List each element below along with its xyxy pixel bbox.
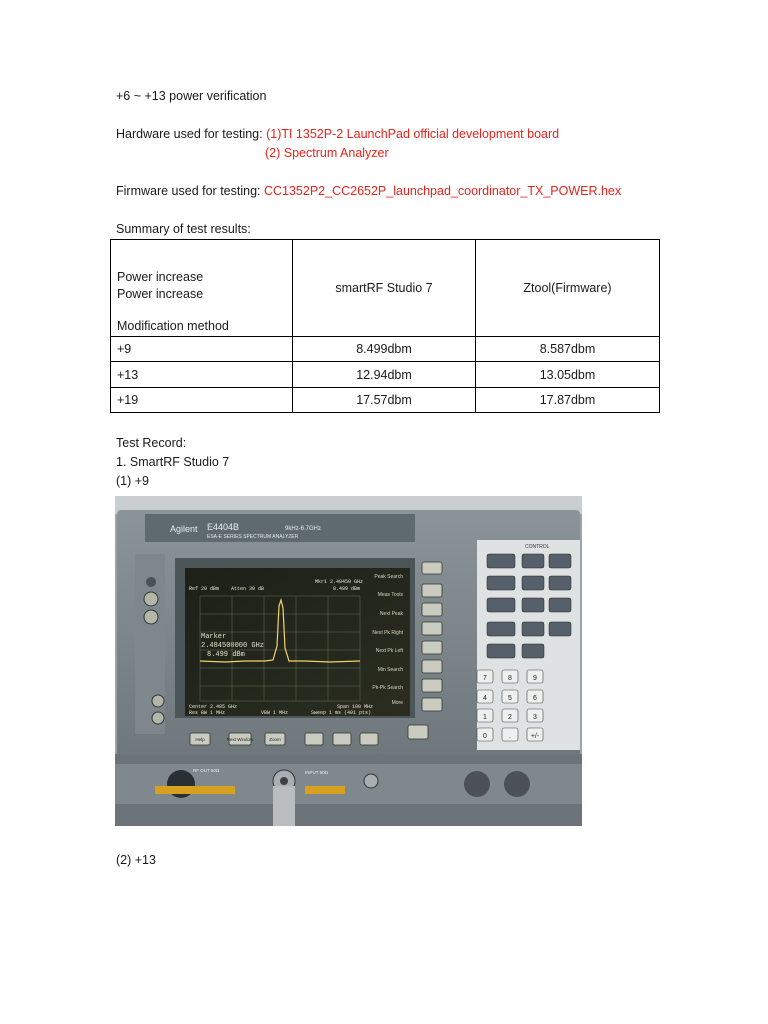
hardware-line [116, 127, 559, 141]
rf-out-label: RF OUT 50Ω [193, 768, 220, 773]
key-4: 4 [483, 695, 487, 702]
table-row [111, 362, 660, 388]
header-left-line-3: Modification method [117, 319, 229, 333]
test-record-label: Test Record: [116, 436, 187, 450]
header-smartrf: smartRF Studio 7 [293, 240, 476, 337]
hardware-label: Hardware used for testing: [116, 127, 267, 141]
header-left-line-2: Power increase [117, 287, 204, 301]
input-label: INPUT 50Ω [305, 770, 329, 775]
subsection-plus9: (1) +9 [116, 474, 150, 488]
header-ztool: Ztool(Firmware) [476, 240, 660, 337]
softkey-1: Peak Search [374, 574, 403, 580]
row-smartrf-value: 12.94dbm [293, 362, 476, 388]
freq-range-text: 9kHz-6.7GHz [285, 526, 322, 532]
table-header-row [111, 240, 660, 337]
row-smartrf-value: 17.57dbm [293, 388, 476, 413]
firmware-filename: CC1352P2_CC2652P_launchpad_coordinator_TX_POWER.hex [263, 184, 622, 198]
firmware-label: Firmware used for testing: [116, 184, 264, 198]
key-plus-minus: +/- [530, 733, 540, 740]
key-1: 1 [483, 714, 487, 721]
screen-ref: Ref 20 dBm [189, 586, 220, 592]
screen-atten: Atten 30 dB [231, 586, 265, 592]
key-0: 0 [483, 733, 487, 740]
softkey-5: Next Pk Left [375, 648, 403, 654]
results-table [110, 239, 660, 413]
firmware-line [116, 184, 621, 198]
softkey-3: Next Peak [379, 611, 403, 617]
key-2: 2 [508, 714, 512, 721]
summary-label: Summary of test results: [116, 222, 251, 236]
key-next-window: Next Window [226, 737, 254, 742]
table-row [111, 388, 660, 413]
screen-marker-freq: 2.484500000 GHz [201, 642, 265, 650]
row-power: +13 [111, 362, 293, 388]
softkey-6: Min Search [377, 667, 403, 673]
row-ztool-value: 8.587dbm [476, 337, 660, 362]
key-5: 5 [508, 695, 512, 702]
row-ztool-value: 13.05dbm [476, 362, 660, 388]
screen-vbw: VBW 1 MHz [261, 710, 289, 716]
row-ztool-value: 17.87dbm [476, 388, 660, 413]
model-text: E4404B [207, 522, 240, 532]
header-left-cell [111, 240, 293, 337]
key-9: 9 [533, 675, 537, 682]
key-3: 3 [533, 714, 537, 721]
softkey-8: More [391, 700, 403, 706]
row-power: +9 [111, 337, 293, 362]
subsection-plus13: (2) +13 [116, 853, 156, 867]
header-left-line-1: Power increase [117, 270, 204, 284]
row-smartrf-value: 8.499dbm [293, 337, 476, 362]
screen-sweep: Sweep 1 ms (401 pts) [311, 710, 372, 716]
page-heading: +6 ~ +13 power verification [116, 89, 267, 103]
screen-span: Span 100 MHz [337, 704, 374, 710]
section-smartrf: 1. SmartRF Studio 7 [116, 455, 230, 469]
screen-center: Center 2.485 GHz [189, 704, 238, 710]
screen-res-bw: Res BW 1 MHz [189, 710, 226, 716]
softkey-2: Meas Tools [377, 592, 403, 598]
screen-marker-dbm: 8.499 dBm [207, 651, 245, 659]
table-row [111, 337, 660, 362]
hardware-item-1: (1)TI 1352P-2 LaunchPad official development board [266, 127, 560, 141]
key-7: 7 [483, 675, 487, 682]
spectrum-analyzer-photo [115, 496, 582, 826]
key-help: Help [195, 737, 205, 742]
series-text: ESA-E SERIES SPECTRUM ANALYZER [207, 534, 299, 540]
key-dot: . [509, 733, 511, 740]
control-label: CONTROL [525, 544, 550, 550]
key-8: 8 [508, 675, 512, 682]
screen-mkr-value: 8.499 dBm [333, 586, 361, 592]
softkey-4: Next Pk Right [372, 630, 403, 636]
row-power: +19 [111, 388, 293, 413]
brand-text: Agilent [170, 524, 198, 534]
hardware-item-2: (2) Spectrum Analyzer [265, 146, 389, 160]
screen-mkr: Mkr1 2.48450 GHz [315, 579, 364, 585]
key-zoom: Zoom [269, 737, 281, 742]
key-6: 6 [533, 695, 537, 702]
screen-marker-label: Marker [201, 633, 227, 641]
softkey-7: Pk-Pk Search [372, 685, 403, 691]
